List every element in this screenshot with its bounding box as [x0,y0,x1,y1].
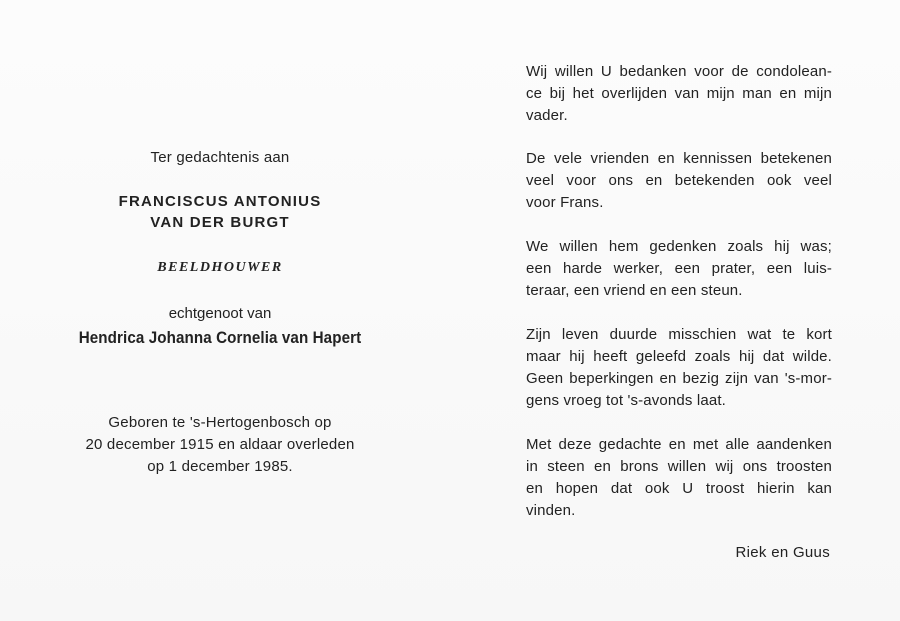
paragraph-2-line: De vele vrienden en kennissen betekenen [526,150,832,167]
thank-you-panel [526,0,832,621]
paragraph-4-line: maar hij heeft geleefd zoals hij dat wilde. [526,348,832,365]
paragraph-4-line: gens vroeg tot 's-avonds laat. [526,392,726,409]
intro-text: Ter gedachtenis aan [150,149,290,166]
paragraph-2-line: veel voor ons en betekenden ook veel [526,172,832,189]
birth-death-line-3: op 1 december 1985. [147,458,293,475]
paragraph-5-line: Met deze gedachte en met alle aandenken [526,436,832,453]
paragraph-3-line: We willen hem gedenken zoals hij was; [526,238,832,255]
birth-death-line-2: 20 december 1915 en aldaar overleden [85,436,355,453]
paragraph-3-line: een harde werker, een prater, een luis- [526,260,832,277]
signature: Riek en Guus [735,544,830,561]
spouse-name: Hendrica Johanna Cornelia van Hapert [78,329,362,347]
paragraph-4-line: Geen beperkingen en bezig zijn van 's-mor- [526,370,832,387]
memorial-left-panel [0,0,440,621]
paragraph-2-line: voor Frans. [526,194,604,211]
paragraph-1-line: Wij willen U bedanken voor de condolean- [526,63,832,80]
paragraph-4-line: Zijn leven duurde misschien wat te kort [526,326,832,343]
deceased-name-line-2: VAN DER BURGT [150,214,290,231]
paragraph-3-line: teraar, een vriend en een steun. [526,282,743,299]
deceased-name-line-1: FRANCISCUS ANTONIUS [118,193,322,210]
paragraph-5-line: in steen en brons willen wij ons troosten [526,458,832,475]
paragraph-1-line: vader. [526,107,568,124]
paragraph-1-line: ce bij het overlijden van mijn man en mijn [526,85,832,102]
paragraph-5-line: en hopen dat ook U troost hierin kan [526,480,832,497]
birth-death-line-1: Geboren te 's-Hertogenbosch op [108,414,332,431]
spouse-label: echtgenoot van [168,305,272,322]
profession: BEELDHOUWER [157,260,283,275]
paragraph-5-line: vinden. [526,502,576,519]
